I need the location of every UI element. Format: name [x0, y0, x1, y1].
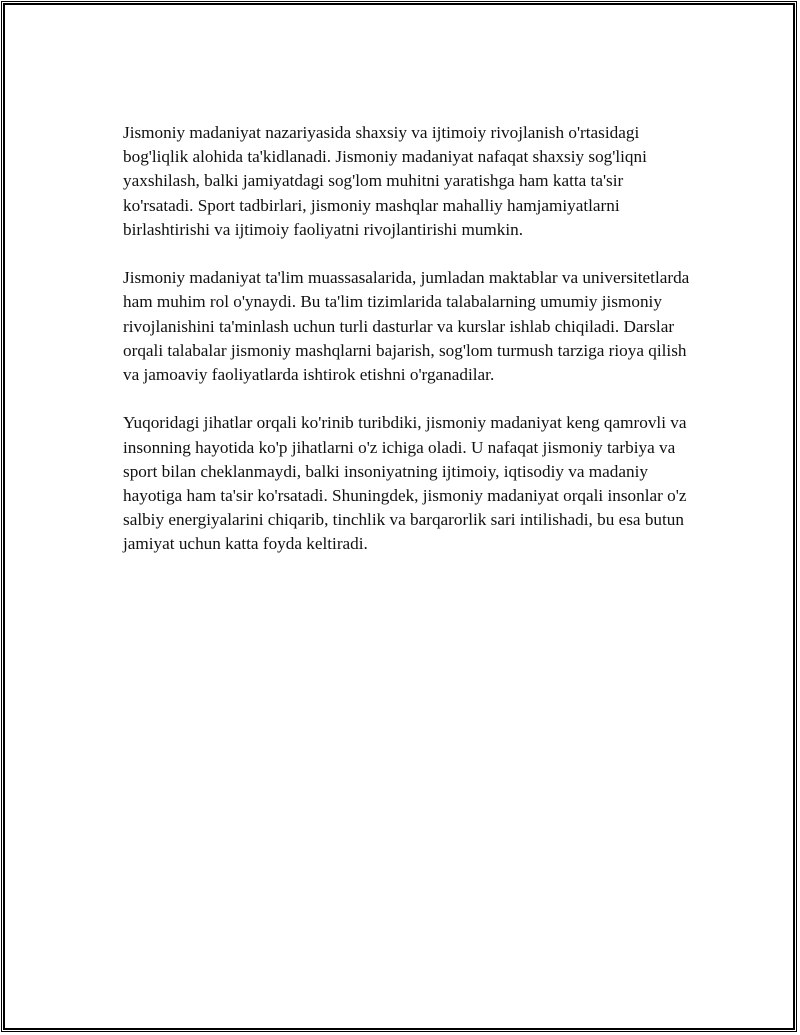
paragraph-2: Jismoniy madaniyat ta'lim muassasalarida, jumladan maktablar va universitetlarda ham muhim rol o'ynaydi. Bu ta'lim tizimlarida talabalarning umumiy jismoniy rivojlanishini ta'minlash uchun turli dasturlar va kurslar ishlab chiqiladi. Darslar orqali talabalar jismoniy mashqlarni bajarish, sog'lom turmush tarziga rioya qilish va jamoaviy faoliyatlarda ishtirok etishni o'rganadilar.	[123, 268, 690, 385]
document-body	[123, 121, 695, 581]
paragraph-3: Yuqoridagi jihatlar orqali ko'rinib turibdiki, jismoniy madaniyat keng qamrovli va insonning hayotida ko'p jihatlarni o'z ichiga oladi. U nafaqat jismoniy tarbiya va sport bilan cheklanmaydi, balki insoniyatning ijtimoiy, iqtisodiy va madaniy hayotiga ham ta'sir ko'rsatadi. Shuningdek, jismoniy madaniyat orqali insonlar o'z salbiy energiyalarini chiqarib, tinchlik va barqarorlik sari intilishadi, bu esa butun jamiyat uchun katta foyda keltiradi.	[123, 413, 687, 554]
page-border	[3, 3, 795, 1030]
paragraph-1: Jismoniy madaniyat nazariyasida shaxsiy va ijtimoiy rivojlanish o'rtasidagi bog'liqlik alohida ta'kidlanadi. Jismoniy madaniyat nafaqat shaxsiy sog'liqni yaxshilash, balki jamiyatdagi sog'lom muhitni yaratishga ham katta ta'sir ko'rsatadi. Sport tadbirlari, jismoniy mashqlar mahalliy hamjamiyatlarni birlashtirishi va ijtimoiy faoliyatni rivojlantirishi mumkin.	[123, 123, 647, 239]
